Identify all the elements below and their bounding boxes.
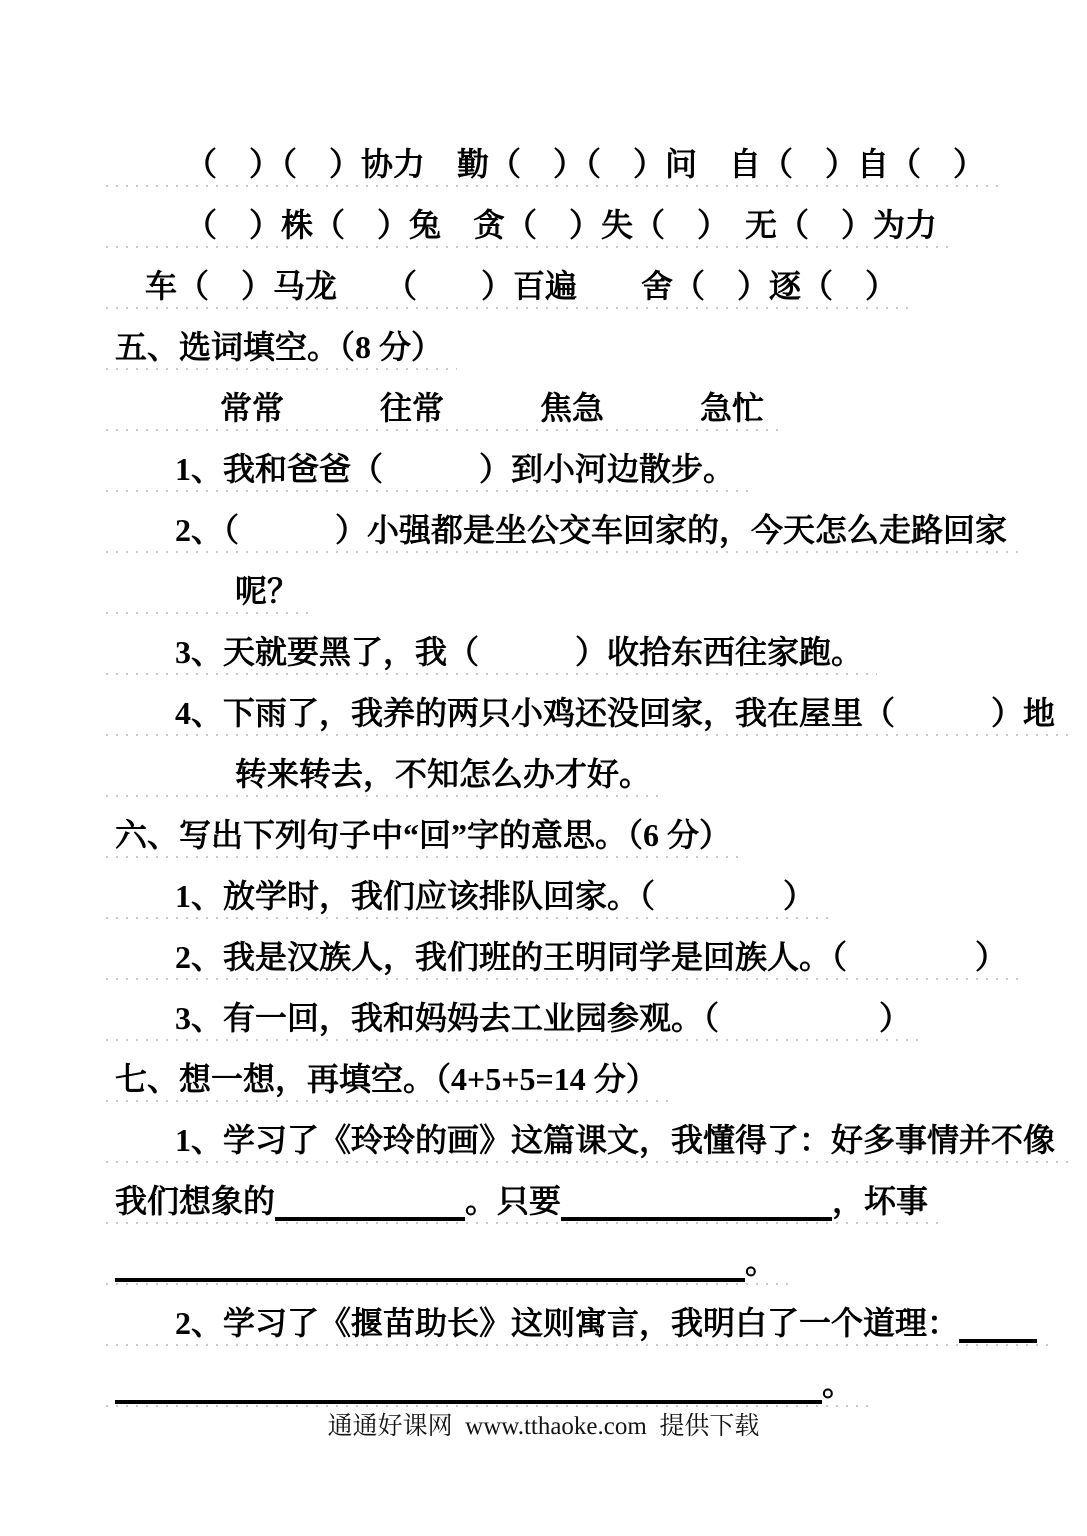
idiom-line-3 <box>145 256 1087 317</box>
idiom-line-1-text: （ ）（ ）协力 勤（ ）（ ）问 自（ ）自（ ） <box>185 134 985 195</box>
segment-text: ，坏事 <box>832 1183 929 1219</box>
section6-item-2-text: 2、我是汉族人，我们班的王明同学是回族人。（ ） <box>175 927 1007 988</box>
answer-blank-underline <box>115 1354 822 1404</box>
section5-item-2-line-2-text: 呢？ <box>235 561 299 622</box>
section7-item-2-line-1 <box>175 1293 1087 1354</box>
section7-item-1-line-2 <box>115 1171 1087 1232</box>
section5-item-1 <box>175 439 1087 500</box>
section7-heading <box>115 1049 1087 1110</box>
section6-item-3-text: 3、有一回，我和妈妈去工业园参观。（ ） <box>175 988 911 1049</box>
section7-item-1-line-3 <box>115 1232 1087 1293</box>
idiom-line-2-text: （ ）株（ ）兔 贪（ ）失（ ） 无（ ）为力 <box>185 195 937 256</box>
section6-heading <box>115 805 1087 866</box>
segment-text: 。 <box>745 1244 778 1280</box>
section5-item-1-text: 1、我和爸爸（ ）到小河边散步。 <box>175 439 735 500</box>
section5-item-3 <box>175 622 1087 683</box>
section5-item-2-line-1 <box>175 500 1087 561</box>
section6-item-2 <box>175 927 1087 988</box>
section7-item-1-line-3-text <box>115 1232 777 1293</box>
section6-heading-text: 六、写出下列句子中“回”字的意思。（6 分） <box>115 805 731 866</box>
section5-item-4-line-2 <box>235 744 1087 805</box>
idiom-line-3-text: 车（ ）马龙 （ ）百遍 舍（ ）逐（ ） <box>145 256 897 317</box>
footer-credit: 通通好课网 www.tthaoke.com 提供下载 <box>327 1413 760 1440</box>
section5-item-2-line-2 <box>235 561 1087 622</box>
section5-word-bank-text: 常常 往常 焦急 急忙 <box>220 378 764 439</box>
segment-text: 我们想象的 <box>115 1183 276 1219</box>
idiom-line-1 <box>185 134 1087 195</box>
section5-item-2-line-1-text: 2、（ ）小强都是坐公交车回家的，今天怎么走路回家 <box>175 500 1007 561</box>
answer-blank-underline <box>275 1171 465 1221</box>
segment-text: 。只要 <box>465 1183 562 1219</box>
section5-item-3-text: 3、天就要黑了，我（ ）收拾东西往家跑。 <box>175 622 863 683</box>
section6-item-1 <box>175 866 1087 927</box>
section6-item-3 <box>175 988 1087 1049</box>
section5-heading <box>115 317 1087 378</box>
section7-item-2-line-1-text <box>175 1293 1037 1354</box>
segment-text: 。 <box>822 1366 855 1402</box>
section5-item-4-line-1-text: 4、下雨了，我养的两只小鸡还没回家，我在屋里（ ）地 <box>175 683 1055 744</box>
section7-item-1-line-1-text: 1、学习了《玲玲的画》这篇课文，我懂得了：好多事情并不像 <box>175 1110 1055 1171</box>
idiom-line-2 <box>185 195 1087 256</box>
section5-heading-text: 五、选词填空。（8 分） <box>115 317 443 378</box>
section6-item-1-text: 1、放学时，我们应该排队回家。（ ） <box>175 866 815 927</box>
answer-blank-underline <box>561 1171 832 1221</box>
section7-item-1-line-2-text <box>115 1171 928 1232</box>
section7-heading-text: 七、想一想，再填空。（4+5+5=14 分） <box>115 1049 658 1110</box>
answer-blank-underline <box>115 1232 745 1282</box>
answer-blank-underline <box>959 1293 1037 1343</box>
section5-item-4-line-1 <box>175 683 1087 744</box>
section5-word-bank <box>220 378 1087 439</box>
section7-item-1-line-1 <box>175 1110 1087 1171</box>
section5-item-4-line-2-text: 转来转去，不知怎么办才好。 <box>235 744 651 805</box>
segment-text: 2、学习了《揠苗助长》这则寓言，我明白了一个道理： <box>175 1305 960 1341</box>
